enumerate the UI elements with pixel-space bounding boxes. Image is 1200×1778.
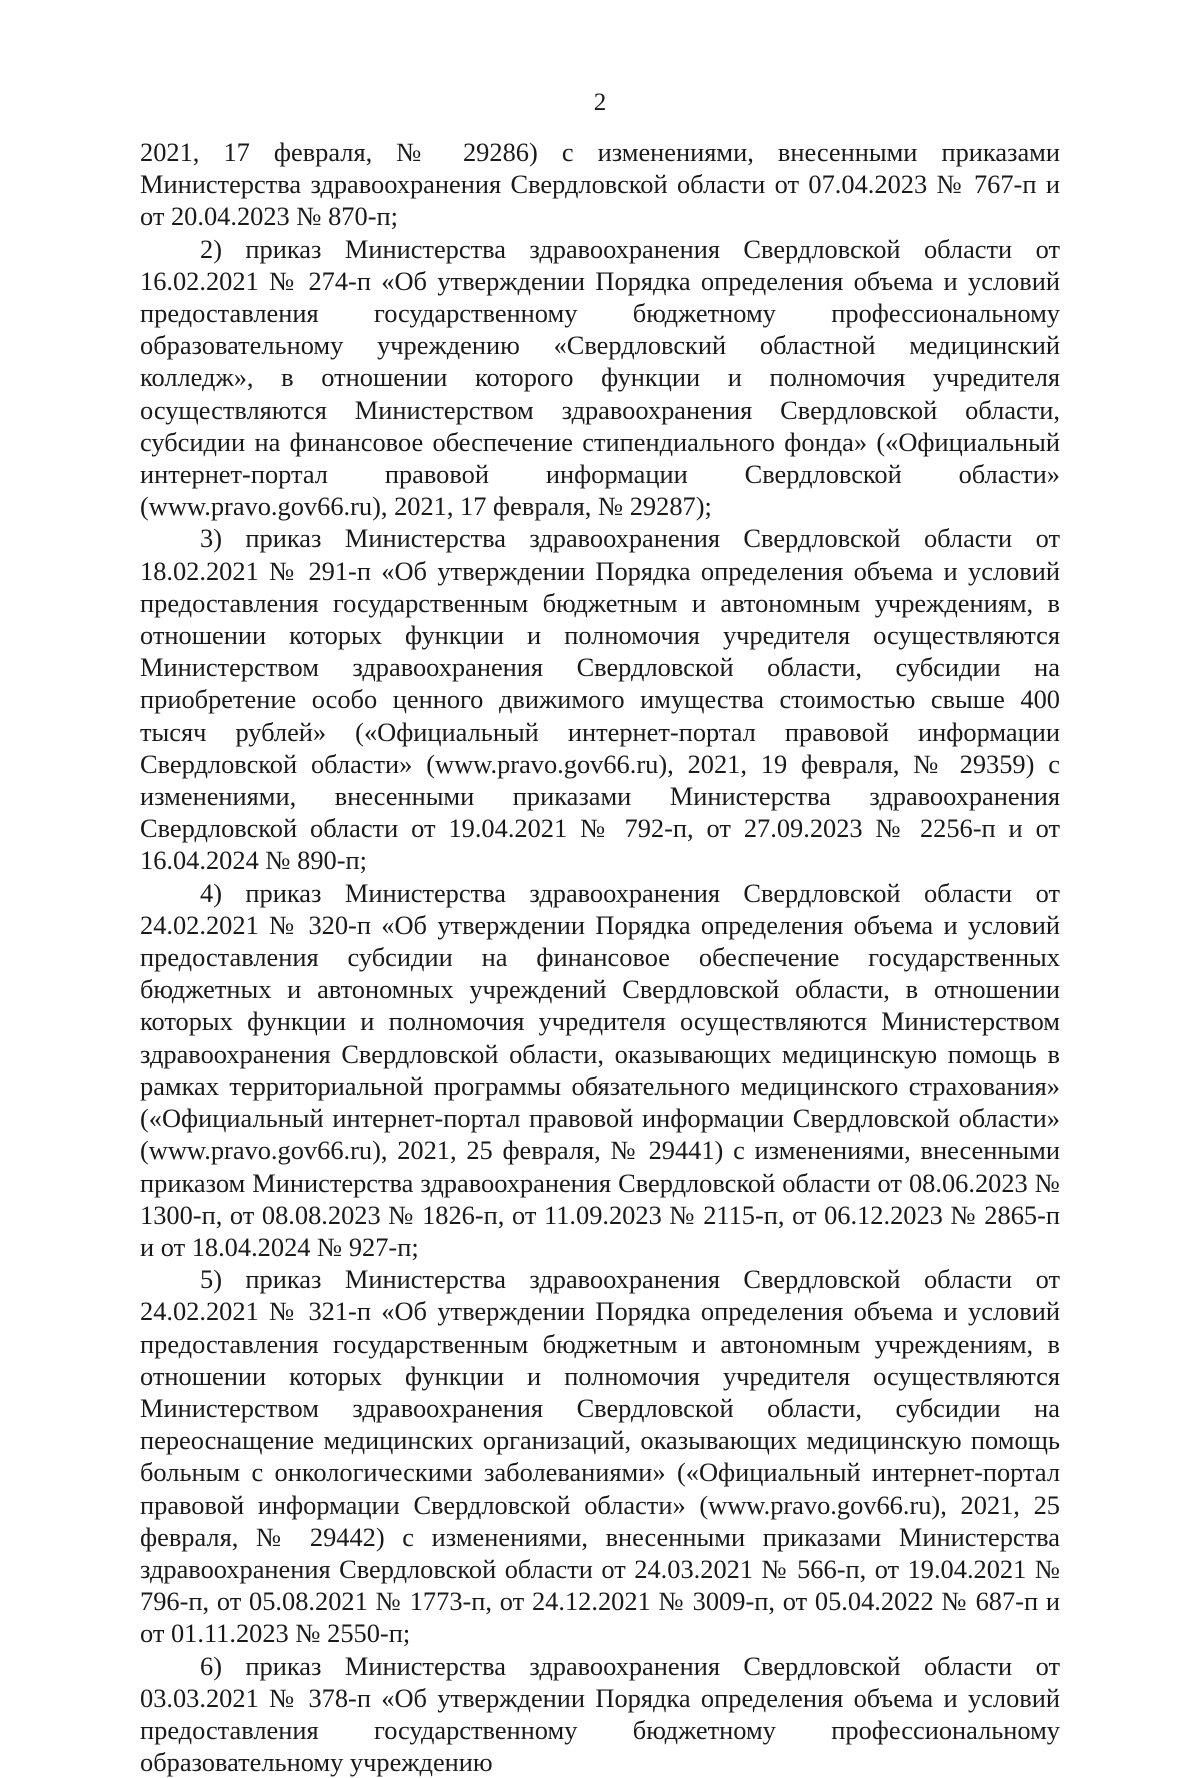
list-item-6: 6) приказ Министерства здравоохранения Свердловской области от 03.03.2021 № 378-п «Об утверждении Порядка определения объема и условий предоставления государственному бюджетному профессиональному образовательному учреждению — [140, 1650, 1060, 1778]
list-item-3: 3) приказ Министерства здравоохранения Свердловской области от 18.02.2021 № 291-п «Об утверждении Порядка определения объема и условий предоставления государственным бюджетным и автономным учреждениям, в отношении которых функции и полномочия учредителя осуществляются Министерством здравоохранения Свердловской области, субсидии на приобретение особо ценного движимого имущества стоимостью свыше 400 тысяч рублей» («Официальный интернет-портал правовой информации Свердловской области» (www.pravo.gov66.ru), 2021, 19 февраля, № 29359) с изменениями, внесенными приказами Министерства здравоохранения Свердловской области от 19.04.2021 № 792-п, от 27.09.2023 № 2256-п и от 16.04.2024 № 890-п; — [140, 523, 1060, 876]
document-body — [140, 136, 1060, 1778]
list-item-5: 5) приказ Министерства здравоохранения Свердловской области от 24.02.2021 № 321-п «Об утверждении Порядка определения объема и условий предоставления государственным бюджетным и автономным учреждениям, в отношении которых функции и полномочия учредителя осуществляются Министерством здравоохранения Свердловской области, субсидии на переоснащение медицинских организаций, оказывающих медицинскую помощь больным с онкологическими заболеваниями» («Официальный интернет-портал правовой информации Свердловской области» (www.pravo.gov66.ru), 2021, 25 февраля, № 29442) с изменениями, внесенными приказами Министерства здравоохранения Свердловской области от 24.03.2021 № 566-п, от 19.04.2021 № 796-п, от 05.08.2021 № 1773-п, от 24.12.2021 № 3009-п, от 05.04.2022 № 687-п и от 01.11.2023 № 2550-п; — [140, 1264, 1060, 1649]
page-number: 2 — [593, 89, 607, 116]
paragraph-continuation: 2021, 17 февраля, № 29286) с изменениями, внесенными приказами Министерства здравоохранения Свердловской области от 07.04.2023 № 767-п и от 20.04.2023 № 870-п; — [140, 137, 1060, 232]
list-item-2: 2) приказ Министерства здравоохранения Свердловской области от 16.02.2021 № 274-п «Об утверждении Порядка определения объема и условий предоставления государственному бюджетному профессиональному образовательному учреждению «Свердловский областной медицинский колледж», в отношении которого функции и полномочия учредителя осуществляются Министерством здравоохранения Свердловской области, субсидии на финансовое обеспечение стипендиального фонда» («Официальный интернет-портал правовой информации Свердловской области» (www.pravo.gov66.ru), 2021, 17 февраля, № 29287); — [140, 233, 1060, 522]
list-item-4: 4) приказ Министерства здравоохранения Свердловской области от 24.02.2021 № 320-п «Об утверждении Порядка определения объема и условий предоставления субсидии на финансовое обеспечение государственных бюджетных и автономных учреждений Свердловской области, в отношении которых функции и полномочия учредителя осуществляются Министерством здравоохранения Свердловской области, оказывающих медицинскую помощь в рамках территориальной программы обязательного медицинского страхования» («Официальный интернет-портал правовой информации Свердловской области» (www.pravo.gov66.ru), 2021, 25 февраля, № 29441) с изменениями, внесенными приказом Министерства здравоохранения Свердловской области от 08.06.2023 № 1300-п, от 08.08.2023 № 1826-п, от 11.09.2023 № 2115-п, от 06.12.2023 № 2865-п и от 18.04.2024 № 927-п; — [140, 877, 1060, 1262]
